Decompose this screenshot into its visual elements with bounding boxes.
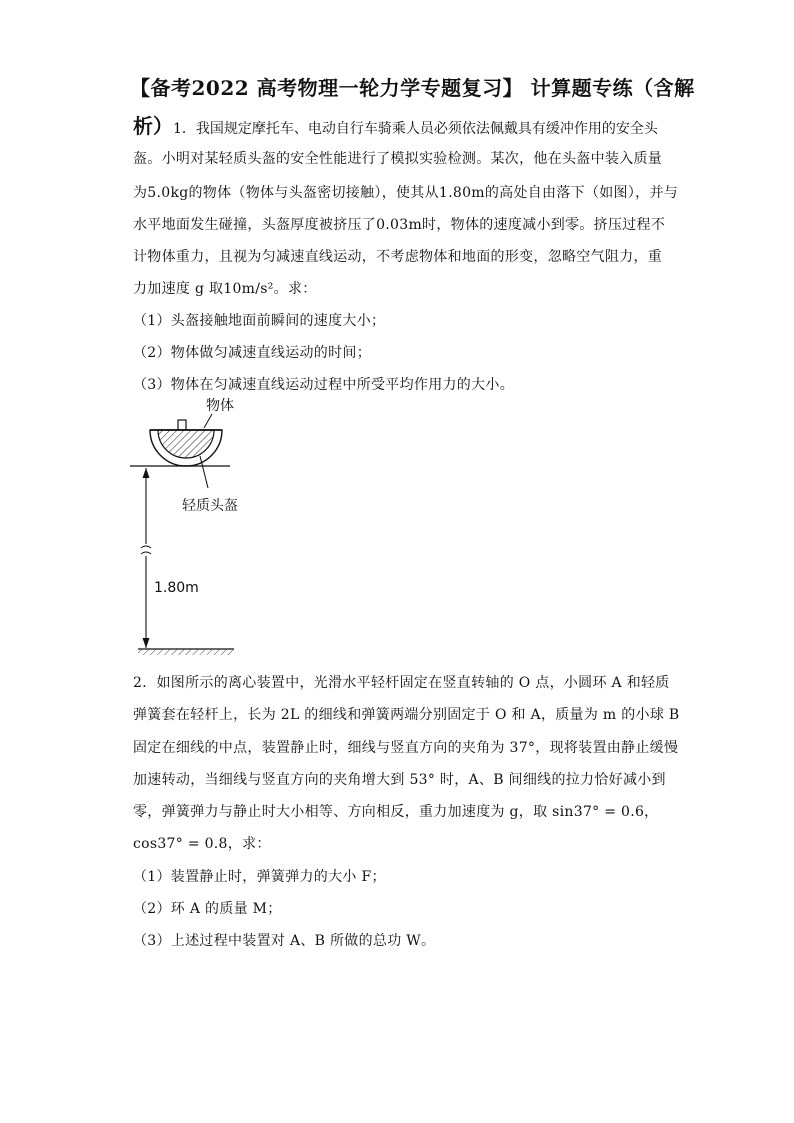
problem2-line-4: 加速转动，当细线与竖直方向的夹角增大到 53° 时，A、B 间细线的拉力恰好减小到 (133, 772, 666, 788)
document-title-continuation: 析） (133, 114, 173, 138)
helmet-drop-figure (130, 392, 270, 662)
problem1-line-2: 盔。小明对某轻质头盔的安全性能进行了模拟实验检测。某次，他在头盔中装入质量 (133, 151, 663, 167)
problem2-question-1: （1）装置静止时，弹簧弹力的大小 F； (133, 869, 386, 885)
problem2-line-2: 弹簧套在轻杆上，长为 2L 的细线和弹簧两端分别固定于 O 和 A，质量为 m 的小球 B (133, 707, 680, 723)
problem2-line-6: cos37° = 0.8，求： (133, 836, 271, 852)
arrow-down-icon (143, 638, 150, 648)
arrow-up-icon (143, 468, 150, 478)
problem2-line-1: 2．如图所示的离心装置中，光滑水平轻杆固定在竖直转轴的 O 点，小圆环 A 和轻质 (133, 675, 670, 691)
problem2-line-3: 固定在细线的中点，装置静止时，细线与竖直方向的夹角为 37°，现将装置由静止缓慢 (133, 740, 679, 756)
problem1-line-3: 为5.0kg的物体（物体与头盔密切接触），使其从1.80m的高处自由落下（如图），并与 (133, 185, 679, 201)
problem2-question-3: （3）上述过程中装置对 A、B 所做的总功 W。 (133, 933, 436, 949)
figure-label-object: 物体 (206, 398, 234, 414)
problem1-question-2: （2）物体做匀减速直线运动的时间； (133, 345, 372, 361)
document-title: 【备考2022 高考物理一轮力学专题复习】 计算题专练（含解 (130, 76, 695, 100)
object-knob (178, 420, 186, 430)
problem1-question-3: （3）物体在匀减速直线运动过程中所受平均作用力的大小。 (133, 377, 515, 393)
object-leader-line (204, 414, 212, 428)
problem2-question-2: （2）环 A 的质量 M； (133, 901, 282, 917)
break-mark-top (141, 546, 151, 548)
problem1-line-1: 1．我国规定摩托车、电动自行车骑乘人员必须依法佩戴具有缓冲作用的安全头 (173, 121, 658, 137)
problem1-question-1: （1）头盔接触地面前瞬间的速度大小； (133, 313, 386, 329)
figure-label-height: 1.80m (154, 580, 199, 596)
figure-label-helmet: 轻质头盔 (182, 498, 238, 514)
problem1-line-4: 水平地面发生碰撞，头盔厚度被挤压了0.03m时，物体的速度减小到零。挤压过程不 (133, 217, 666, 233)
ground-hatching (138, 649, 234, 655)
problem1-first-line (133, 110, 658, 139)
problem1-line-6: 力加速度 g 取10m/s²。求： (133, 281, 317, 297)
problem2-line-5: 零，弹簧弹力与静止时大小相等、方向相反，重力加速度为 g，取 sin37° = 0.6， (133, 804, 659, 820)
break-mark-bottom (141, 552, 151, 554)
problem1-line-5: 计物体重力，且视为匀减速直线运动，不考虑物体和地面的形变，忽略空气阻力，重 (133, 249, 663, 265)
